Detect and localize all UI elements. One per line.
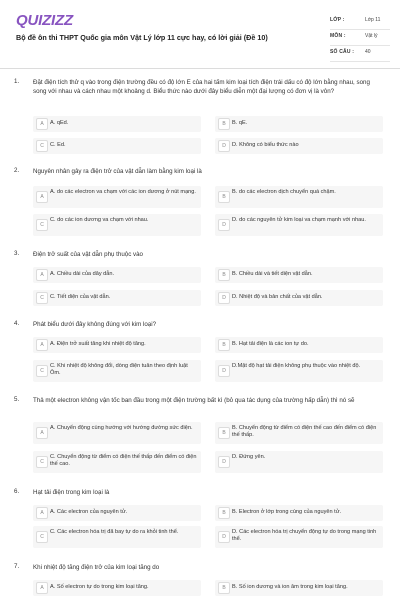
meta-value: Lớp 11 [365, 17, 381, 23]
option-letter: A [36, 427, 48, 439]
question-number: 4. [14, 320, 20, 327]
question-number: 3. [14, 250, 20, 257]
meta-value: 40 [365, 49, 371, 55]
option-c[interactable] [33, 526, 201, 548]
question-number: 6. [14, 488, 20, 495]
meta-question-count [330, 46, 390, 62]
option-letter: C [36, 365, 48, 377]
option-b[interactable] [215, 186, 383, 208]
option-b[interactable] [215, 337, 383, 353]
option-text: D. Các electron hóa trị chuyển động tự do trong mạng tinh thể. [232, 529, 377, 543]
option-letter: B [218, 191, 230, 203]
option-text: C. Tiết diện của vật dẫn. [50, 294, 111, 300]
option-c[interactable] [33, 214, 201, 236]
question-number: 2. [14, 167, 20, 174]
option-letter: D [218, 292, 230, 304]
option-text: C. Ed. [50, 142, 66, 148]
option-a[interactable] [33, 580, 201, 596]
meta-label: MÔN : [330, 33, 346, 39]
quizizz-logo: QUIZIZZ [16, 12, 73, 29]
option-text: B. qE. [232, 120, 248, 126]
question-number: 1. [14, 78, 20, 85]
option-letter: B [218, 339, 230, 351]
meta-panel [330, 14, 390, 62]
option-letter: A [36, 118, 48, 130]
question-text: Thả một electron không vận tốc ban đầu trong một điện trường bất kì (bỏ qua tác dụng của trường hấp dẫn) thì nó sẽ [33, 397, 355, 404]
question-number: 7. [14, 563, 20, 570]
option-c[interactable] [33, 360, 201, 382]
option-c[interactable] [33, 451, 201, 473]
option-text: C. Các electron hóa trị đã bay tự do ra khỏi tinh thể. [50, 529, 179, 535]
option-text: D. do các nguyên tử kim loại va chạm mạnh với nhau. [232, 217, 366, 223]
option-text: D. Nhiệt độ và bản chất của vật dẫn. [232, 294, 323, 300]
option-letter: D [218, 456, 230, 468]
option-letter: A [36, 582, 48, 594]
meta-value: Vật lý [365, 33, 378, 39]
option-text: D. Đứng yên. [232, 454, 266, 460]
document-header [0, 0, 400, 66]
option-letter: A [36, 191, 48, 203]
option-letter: C [36, 456, 48, 468]
option-text: A. Số electron tự do trong kim loại tăng. [50, 584, 149, 590]
question-text: Khi nhiệt độ tăng điện trở của kim loại tăng do [33, 564, 160, 571]
option-b[interactable] [215, 267, 383, 283]
option-text: A. Các electron của nguyên tử. [50, 509, 128, 515]
option-a[interactable] [33, 337, 201, 353]
option-text: D. Không có biểu thức nào [232, 142, 299, 148]
option-text: A. Chiều dài của dây dẫn. [50, 271, 115, 277]
option-letter: D [218, 365, 230, 377]
option-letter: D [218, 140, 230, 152]
option-letter: B [218, 427, 230, 439]
question-text: Điện trở suất của vật dẫn phụ thuộc vào [33, 251, 144, 258]
question-text: Đặt điện tích thử q vào trong điện trường đều có độ lớn E của hai tấm kim loại tích điện trái dấu có độ lớn bằng nhau, song song với nhau và cách nhau một khoảng d. Biểu thức nào dưới đây biểu diễn một đại lượng có đơn vị là vôn? [33, 79, 370, 95]
document-title: Bộ đề ôn thi THPT Quốc gia môn Vật Lý lớp 11 cực hay, có lời giải (Đề 10) [16, 33, 268, 42]
option-text: B. Số ion dương và ion âm trong kim loại tăng. [232, 584, 348, 590]
option-d[interactable] [215, 290, 383, 306]
meta-class [330, 14, 390, 30]
option-text: B. Chiều dài và tiết diện vật dẫn. [232, 271, 313, 277]
option-letter: D [218, 531, 230, 543]
option-b[interactable] [215, 505, 383, 521]
option-text: C. Chuyển động từ điểm có điện thế thấp đến điểm có điện thế cao. [50, 454, 197, 468]
option-text: A. Điện trở suất tăng khi nhiệt độ tăng. [50, 341, 146, 347]
option-a[interactable] [33, 267, 201, 283]
option-text: B. Hạt tải điện là các ion tự do. [232, 341, 309, 347]
option-letter: B [218, 507, 230, 519]
option-letter: B [218, 118, 230, 130]
option-text: A. do các electron va chạm với các ion dương ở nút mạng. [50, 189, 196, 195]
option-letter: C [36, 140, 48, 152]
option-text: C. do các ion dương va chạm với nhau. [50, 217, 149, 223]
option-d[interactable] [215, 451, 383, 473]
option-a[interactable] [33, 116, 201, 132]
meta-label: LỚP : [330, 17, 345, 23]
option-c[interactable] [33, 138, 201, 154]
option-text: A. Chuyển động cùng hướng với hướng đường sức điện. [50, 425, 193, 431]
option-text: B. do các electron dịch chuyển quá chậm. [232, 189, 336, 195]
option-text: B. Chuyển động từ điểm có điện thế cao đến điểm có điện thế thấp. [232, 425, 377, 439]
option-a[interactable] [33, 505, 201, 521]
option-letter: C [36, 219, 48, 231]
option-d[interactable] [215, 526, 383, 548]
option-text: B. Electron ở lớp trong cùng của nguyên tử. [232, 509, 342, 515]
option-d[interactable] [215, 214, 383, 236]
option-letter: C [36, 292, 48, 304]
option-letter: D [218, 219, 230, 231]
option-letter: A [36, 339, 48, 351]
option-letter: A [36, 507, 48, 519]
option-letter: B [218, 269, 230, 281]
question-text: Phát biểu dưới đây không đúng với kim loại? [33, 321, 157, 328]
meta-subject [330, 30, 390, 46]
option-text: D.Mật độ hạt tải điện không phụ thuộc vào nhiệt độ. [232, 363, 361, 369]
option-text: C. Khi nhiệt độ không đổi, dòng điện tuân theo định luật Ôm. [50, 363, 188, 377]
header-divider [0, 68, 400, 69]
option-c[interactable] [33, 290, 201, 306]
question-number: 5. [14, 396, 20, 403]
meta-label: SỐ CÂU : [330, 49, 355, 55]
option-letter: A [36, 269, 48, 281]
option-b[interactable] [215, 422, 383, 444]
option-a[interactable] [33, 422, 201, 444]
option-d[interactable] [215, 138, 383, 154]
option-text: A. qEd. [50, 120, 69, 126]
option-letter: B [218, 582, 230, 594]
question-text: Nguyên nhân gây ra điện trở của vật dẫn làm bằng kim loại là [33, 168, 202, 175]
option-d[interactable] [215, 360, 383, 382]
option-b[interactable] [215, 580, 383, 596]
option-b[interactable] [215, 116, 383, 132]
option-letter: C [36, 531, 48, 543]
question-text: Hạt tải điện trong kim loại là [33, 489, 110, 496]
option-a[interactable] [33, 186, 201, 208]
